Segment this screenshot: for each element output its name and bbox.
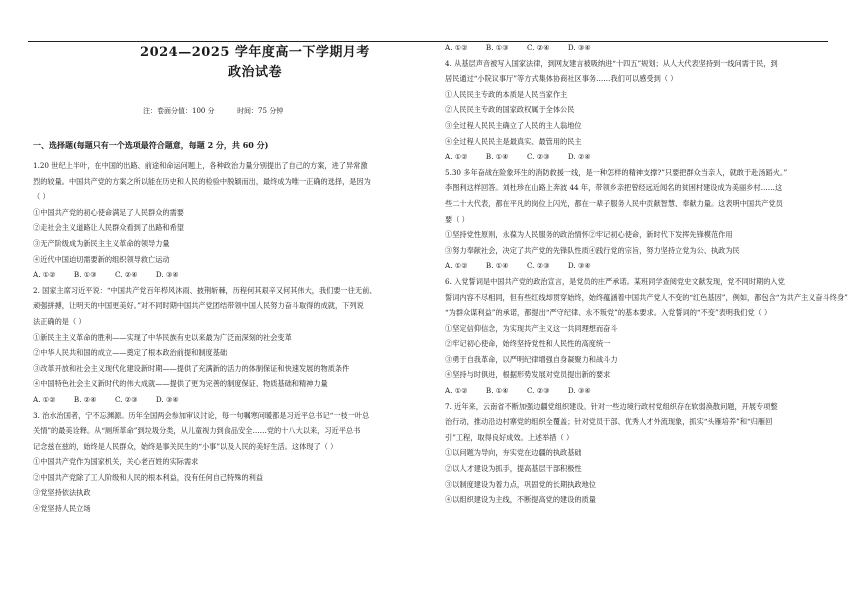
section-heading: 一、选择题(每题只有一个选项最符合题意，每题 2 分，共 60 分) [33, 140, 269, 150]
text-line: 法正确的是（ ） [33, 316, 86, 326]
text-line: ③努力奉献社会，决定了共产党的先锋队性质④践行党的宗旨，努力坚持立党为公、执政为民 [445, 245, 740, 255]
text-line: ②中华人民共和国的成立——奠定了根本政治前提和制度基础 [33, 348, 228, 358]
text-line: 记念兹在兹的，始终是人民群众，始终是事关民生的“小事”以及人民的美好生活。这体现了（ ） [33, 441, 338, 451]
text-line: A. ①② B. ①④ C. ②③ D. ②④ [445, 152, 591, 162]
text-line: ①中国共产党的初心使命满足了人民群众的需要 [33, 207, 184, 217]
exam-subject: 政治试卷 [227, 65, 282, 80]
text-line: ③全过程人民民主确立了人民的主人翁地位 [445, 120, 582, 130]
text-line: 些二十大代表，都在平凡的岗位上闪光，都在一辈子服务人民中贡献智慧、奉献力量。这表明中国共产党员 [445, 198, 783, 208]
text-line: ④近代中国迫切需要新的组织领导救亡运动 [33, 254, 170, 264]
text-line: ②牢记初心使命，始终坚持党性和人民性的高度统一 [445, 339, 611, 349]
text-line: ④全过程人民民主是最真实、最管用的民主 [445, 136, 582, 146]
text-line: ①坚定信仰信念，为实现共产主义这一共同理想而奋斗 [445, 323, 618, 333]
exam-meta [143, 106, 283, 116]
text-line: 5.30 多年奋战在险象环生的消防救援一线，是一种怎样的精神支撑?”只要把群众当亲人，就敢于赴汤蹈火。” [445, 167, 788, 177]
text-line: 4. 从基层声音被写入国家法律，到网友建言被吸纳进“十四五”规划；从人大代表坚持到一线问需于民，到 [445, 58, 778, 68]
text-line: A. ①② B. ①③ C. ②④ D. ③④ [445, 43, 591, 52]
text-line: 顽强拼搏，让明天的中国更美好。”对不同时期中国共产党团结带领中国人民努力奋斗取得的成就，下列说 [33, 301, 364, 311]
text-line: A. ①② B. ①④ C. ②③ D. ③④ [445, 386, 591, 396]
text-line: ②中国共产党除了工人阶级和人民的根本利益，没有任何自己特殊的利益 [33, 472, 264, 482]
text-line: 引”工程，取得良好成效。上述举措（ ） [445, 432, 574, 442]
text-line: 烈的较量。中国共产党的方案之所以能在历史和人民的检验中脱颖而出，最终成为唯一正确的选择，是因为 [33, 176, 371, 186]
text-line: 治行动，推动沿边村寨党的组织全覆盖；针对党员干部、优秀人才外流现象，抓实“头雁培养”和“归雁回 [445, 417, 773, 427]
text-line: ④中国特色社会主义新时代的伟大成就——提供了更为完善的制度保证、物质基础和精神力量 [33, 379, 328, 389]
text-line: ②以人才建设为抓手，提高基层干部积极性 [445, 464, 582, 474]
text-line: ③改革开放和社会主义现代化建设新时期——提供了充满新的活力的体制保证和快速发展的物质条件 [33, 363, 350, 373]
text-line: A. ①② B. ①③ C. ②④ D. ③④ [33, 270, 179, 280]
time-label: 时间：75 分钟 [237, 107, 284, 115]
text-line: ②走社会主义道路让人民群众看到了出路和希望 [33, 223, 184, 233]
text-line: 要（ ） [445, 214, 469, 224]
text-line: ①中国共产党作为国家机关，关心老百姓的实际需求 [33, 457, 199, 467]
text-line: 2. 国家主席习近平说：“中国共产党百年栉风沐雨、披荆斩棘，历程何其艰辛又何其伟大，我们要一往无前、 [33, 285, 377, 295]
text-line: ④坚持与时俱进，根据形势发展对党员提出新的要求 [445, 370, 611, 380]
text-line: ①新民主主义革命的胜利——实现了中华民族有史以来最为广泛而深刻的社会变革 [33, 332, 292, 342]
text-line: 7. 近年来，云南省不断加强边疆党组织建设。针对一些边境行政村党组织存在软弱涣散问题，开展专项整 [445, 401, 778, 411]
text-line: ③勇于自我革命，以严明纪律增强自身凝聚力和战斗力 [445, 354, 618, 364]
text-line: 1.20 世纪上半叶，在中国的出路、前途和命运问题上，各种政治力量分别提出了自己的方案，进了异常激 [33, 161, 368, 170]
text-line: 誓词内容不尽相同，但有些红线却贯穿始终，始终蕴涵着中国共产党人不变的“红色基因”，例如，都包含“为共产主义奋斗终身” [445, 292, 848, 302]
text-line: 6. 入党誓词是中国共产党的政治宣言，是党员的庄严承诺。某班同学查阅党史文献发现，党不同时期的入党 [445, 276, 785, 286]
score-label: 注：卷面分值：100 分 [143, 107, 215, 115]
text-line: A. ①② B. ①④ C. ②③ D. ③④ [445, 261, 591, 271]
text-line: ①人民民主专政的本质是人民当家作主 [445, 89, 568, 99]
left-question-block [33, 158, 376, 517]
text-line: ③以制度建设为着力点，巩固党的长期执政地位 [445, 479, 596, 489]
text-line: ②人民民主专政的国家政权属于全体公民 [445, 105, 575, 115]
text-line: ③党坚持依法执政 [33, 488, 91, 498]
text-line: A. ①② B. ②④ C. ②③ D. ③④ [33, 394, 179, 404]
text-line: ①以问题为导向，夯实党在边疆的执政基础 [445, 448, 582, 458]
text-line: 居民通过“小院议事厅”等方式集体协商社区事务……我们可以感受到（ ） [445, 74, 678, 84]
text-line: ④以组织建设为主线，不断提高党的建设的质量 [445, 495, 596, 505]
text-line: ④党坚持人民立场 [33, 504, 91, 514]
text-line: “为群众谋利益”的承诺，都提出“严守纪律、永不叛党”的基本要求。入党誓词的“不变”表明我们党（ ） [445, 308, 772, 318]
text-line: 李图利这样回答。刘杜珍在山路上奔波 44 年，带领乡亲把曾经远近闻名的贫困村建设成为美丽乡村……这 [445, 183, 783, 193]
exam-title: 2024—2025 学年度高一下学期月考 [140, 45, 370, 60]
text-line: （ ） [33, 192, 50, 202]
right-question-block [445, 40, 848, 508]
text-line: 关情”的最美诠释。从“厕所革命”到垃圾分类，从儿童视力到食品安全……党的十八大以来，习近平总书 [33, 426, 361, 436]
text-line: ①坚持党性原则，永葆为人民服务的政治情怀②牢记初心使命，新时代下发挥先锋模范作用 [445, 230, 733, 240]
text-line: 3. 治水治国者，宁不忘渊源。历年全国两会参加审议讨论，每一句嘱寒问暖都是习近平总书记“一枝一叶总 [33, 410, 370, 420]
text-line: ③无产阶级成为新民主主义革命的领导力量 [33, 238, 170, 248]
